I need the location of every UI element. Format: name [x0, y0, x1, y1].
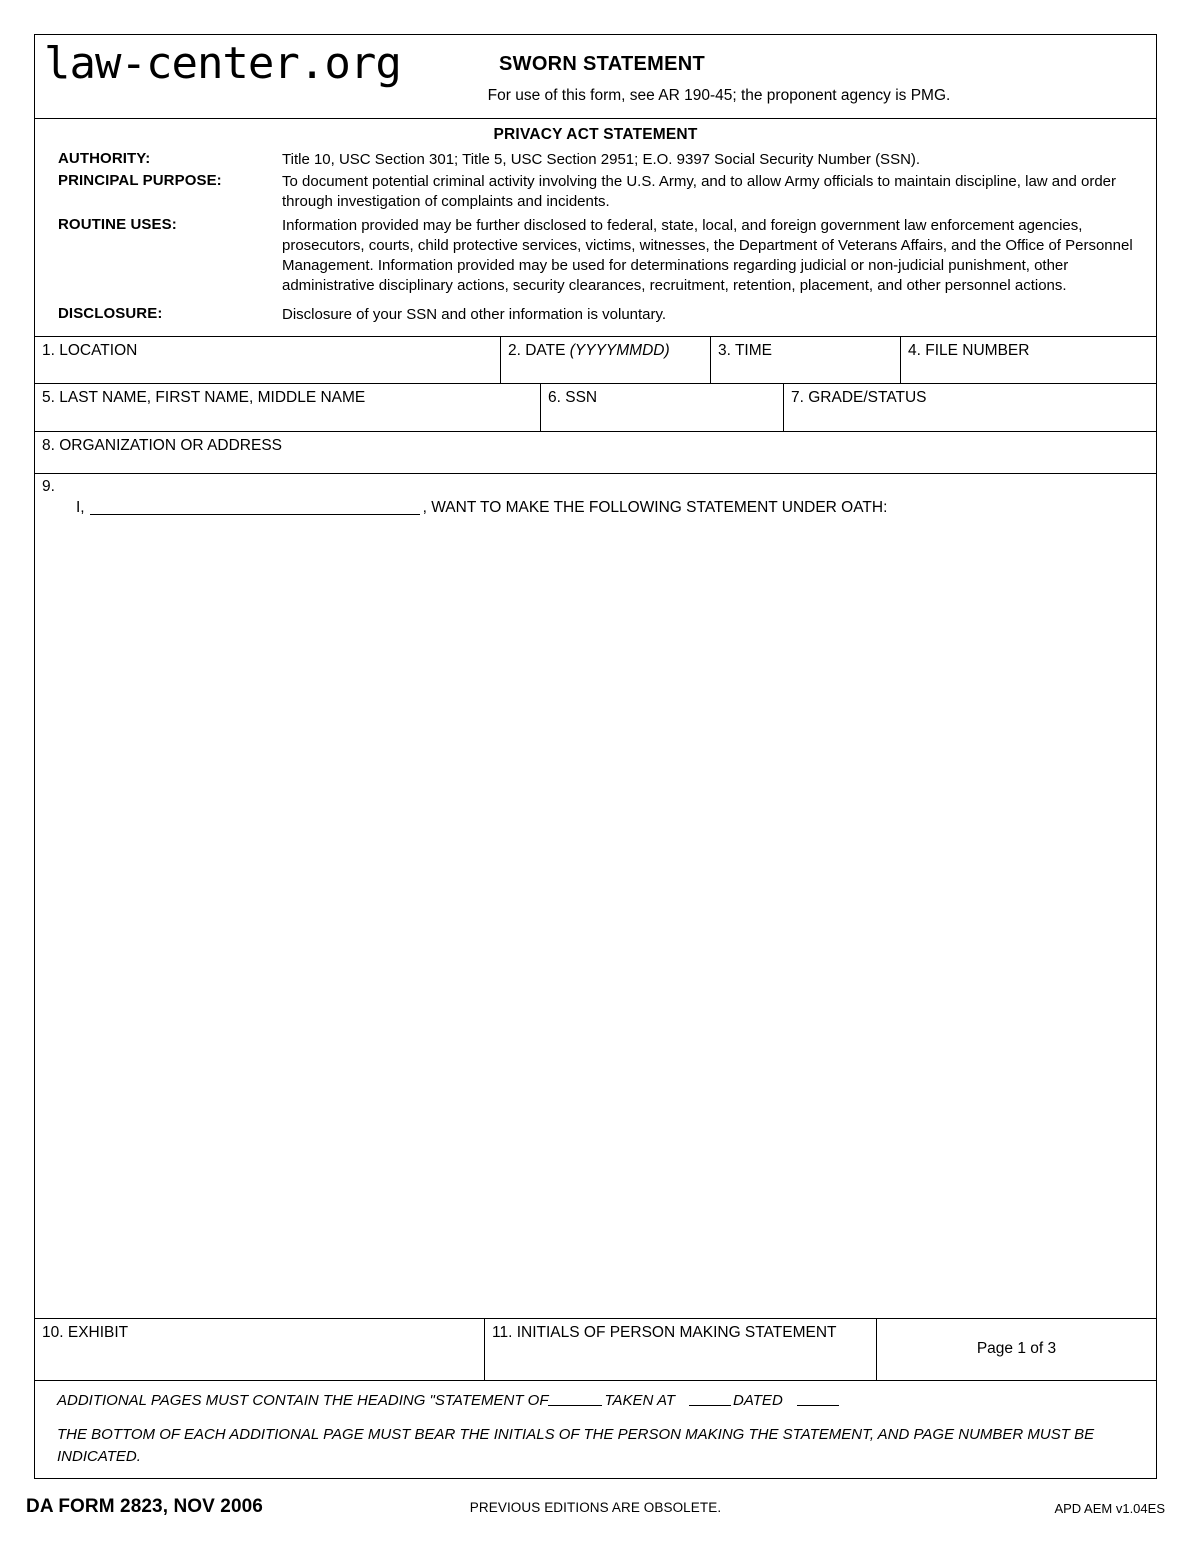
field-ssn[interactable] — [541, 384, 784, 431]
privacy-act-heading: PRIVACY ACT STATEMENT — [493, 126, 698, 143]
note-line-2: THE BOTTOM OF EACH ADDITIONAL PAGE MUST BEAR THE INITIALS OF THE PERSON MAKING THE STATEMENT, AND PAGE NUMBER MUST BE INDICATED. — [57, 1426, 1095, 1465]
form-footer — [26, 1496, 1165, 1522]
field-initials[interactable] — [485, 1319, 877, 1380]
field-file-number[interactable] — [901, 337, 1156, 383]
field-exhibit[interactable] — [35, 1319, 485, 1380]
field-date-label: 2. DATE (YYYYMMDD) — [508, 341, 670, 359]
field-name[interactable] — [35, 384, 541, 431]
form-frame — [34, 34, 1157, 1479]
disclosure-text: Disclosure of your SSN and other information is voluntary. — [282, 305, 667, 323]
field-initials-label: 11. INITIALS OF PERSON MAKING STATEMENT — [492, 1323, 837, 1341]
field-file-number-label: 4. FILE NUMBER — [908, 341, 1030, 359]
field-time-label: 3. TIME — [718, 341, 772, 359]
field-row-organization — [35, 432, 1156, 474]
form-header — [35, 35, 1156, 119]
note-blank-taken-at — [689, 1393, 731, 1406]
privacy-act-section — [35, 119, 1156, 337]
page-indicator — [877, 1319, 1156, 1380]
item9-suffix: , WANT TO MAKE THE FOLLOWING STATEMENT UNDER OATH: — [422, 498, 888, 516]
privacy-row-disclosure — [35, 305, 1156, 325]
item9-oath-line — [76, 499, 887, 517]
routine-uses-label: ROUTINE USES: — [58, 215, 177, 233]
disclosure-label: DISCLOSURE: — [58, 304, 163, 322]
item9-prefix: I, — [76, 498, 85, 516]
field-ssn-label: 6. SSN — [548, 388, 598, 406]
privacy-row-principal-purpose — [35, 172, 1156, 212]
field-time[interactable] — [711, 337, 901, 383]
site-brand-watermark: law-center.org — [44, 38, 401, 89]
form-number: DA FORM 2823, NOV 2006 — [26, 1496, 263, 1517]
principal-purpose-text: To document potential criminal activity involving the U.S. Army, and to allow Army officials to maintain discipline, law and order through investigation of complaints and incidents. — [282, 172, 1116, 210]
additional-pages-note — [35, 1381, 1156, 1478]
authority-label: AUTHORITY: — [58, 150, 151, 167]
note-blank-dated — [797, 1393, 839, 1406]
previous-editions-note: PREVIOUS EDITIONS ARE OBSOLETE. — [469, 1500, 722, 1515]
authority-text: Title 10, USC Section 301; Title 5, USC Section 2951; E.O. 9397 Social Security Number (SSN). — [282, 151, 921, 168]
page-indicator-text: Page 1 of 3 — [976, 1340, 1057, 1357]
field-row-name-ssn-grade — [35, 384, 1156, 432]
principal-purpose-label: PRINCIPAL PURPOSE: — [58, 171, 222, 189]
field-grade-status-label: 7. GRADE/STATUS — [791, 388, 927, 406]
field-location-label: 1. LOCATION — [42, 341, 138, 359]
note-blank-statement-of — [548, 1393, 602, 1406]
field-row-location-date-time-file — [35, 337, 1156, 384]
item9-number: 9. — [42, 477, 55, 495]
software-version: APD AEM v1.04ES — [1054, 1501, 1165, 1516]
field-row-exhibit-initials-page — [35, 1319, 1156, 1381]
routine-uses-text: Information provided may be further disclosed to federal, state, local, and foreign government law enforcement agencies, prosecutors, courts, child protective services, victims, witnesses, the Department of Veterans Affairs, and the Office of Personnel Management. Information provided may be used for determinations regarding judicial or non-judicial punishment, other administrative disciplinary actions, security clearances, recruitment, retention, placement, and other personnel actions. — [282, 216, 1133, 294]
field-organization-label: 8. ORGANIZATION OR ADDRESS — [42, 436, 283, 454]
privacy-row-authority — [35, 150, 1156, 170]
form-reference-note: For use of this form, see AR 190-45; the proponent agency is PMG. — [487, 87, 951, 104]
field-organization[interactable] — [35, 432, 1156, 473]
note-line-1: ADDITIONAL PAGES MUST CONTAIN THE HEADING "STATEMENT OF TAKEN AT DATED — [57, 1390, 1142, 1412]
field-name-label: 5. LAST NAME, FIRST NAME, MIDDLE NAME — [42, 388, 366, 406]
field-location[interactable] — [35, 337, 501, 383]
item9-name-blank[interactable] — [90, 500, 420, 515]
field-exhibit-label: 10. EXHIBIT — [42, 1323, 129, 1341]
field-statement-body[interactable] — [35, 474, 1156, 1319]
field-grade-status[interactable] — [784, 384, 1156, 431]
page-title: SWORN STATEMENT — [499, 53, 705, 75]
privacy-row-routine-uses — [35, 216, 1156, 296]
field-date[interactable] — [501, 337, 711, 383]
